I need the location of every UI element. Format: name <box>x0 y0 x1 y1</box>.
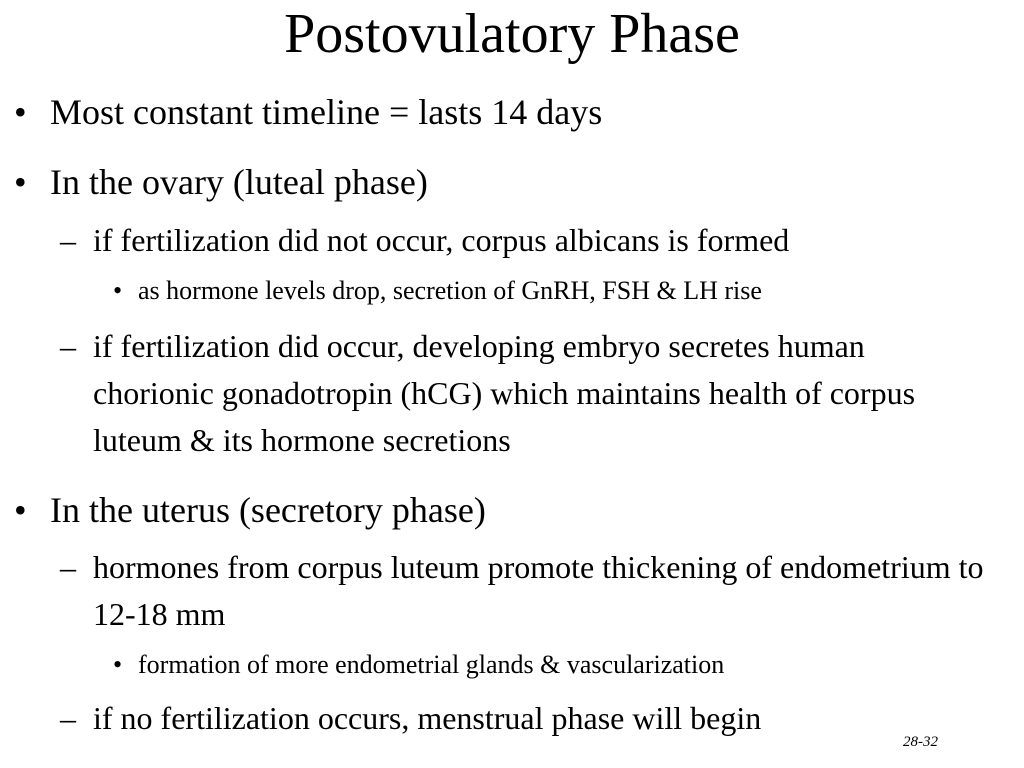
sub-sub-bullet-text: formation of more endometrial glands & vascularization <box>138 650 725 679</box>
dash-marker: – <box>60 222 76 258</box>
sub-sub-bullet-text: as hormone levels drop, secretion of GnRH, FSH & LH rise <box>138 276 762 305</box>
dash-marker: – <box>60 549 76 585</box>
sub-bullet-text: hormones from corpus luteum promote thickening of endometrium to 12-18 mm <box>93 549 984 632</box>
sub-bullet-text: if fertilization did occur, developing embryo secretes human chorionic gonadotropin (hCG) which maintains health of corpus luteum & its hormone secretions <box>93 328 916 458</box>
bullet-item <box>0 158 1024 206</box>
sub-bullet-item <box>0 695 1024 742</box>
bullet-text: In the ovary (luteal phase) <box>50 162 428 202</box>
bullet-marker: • <box>14 162 27 202</box>
bullet-text: Most constant timeline = lasts 14 days <box>50 92 603 132</box>
bullet-marker: • <box>113 276 123 305</box>
bullet-marker: • <box>113 650 123 679</box>
dash-marker: – <box>60 700 76 736</box>
sub-sub-bullet-item <box>0 645 1024 685</box>
sub-sub-bullet-item <box>0 271 1024 311</box>
dash-marker: – <box>60 328 76 364</box>
sub-bullet-text: if fertilization did not occur, corpus albicans is formed <box>93 222 790 258</box>
sub-bullet-item <box>0 544 1024 638</box>
slide-title: Postovulatory Phase <box>284 3 740 65</box>
sub-bullet-item <box>0 323 1024 464</box>
bullet-item <box>0 486 1024 534</box>
slide-content <box>0 88 1024 742</box>
sub-bullet-text: if no fertilization occurs, menstrual phase will begin <box>93 700 762 736</box>
bullet-marker: • <box>14 490 27 530</box>
slide-number: 28-32 <box>903 734 938 750</box>
bullet-item <box>0 88 1024 136</box>
bullet-marker: • <box>14 92 27 132</box>
sub-bullet-item <box>0 217 1024 264</box>
bullet-text: In the uterus (secretory phase) <box>50 490 486 530</box>
